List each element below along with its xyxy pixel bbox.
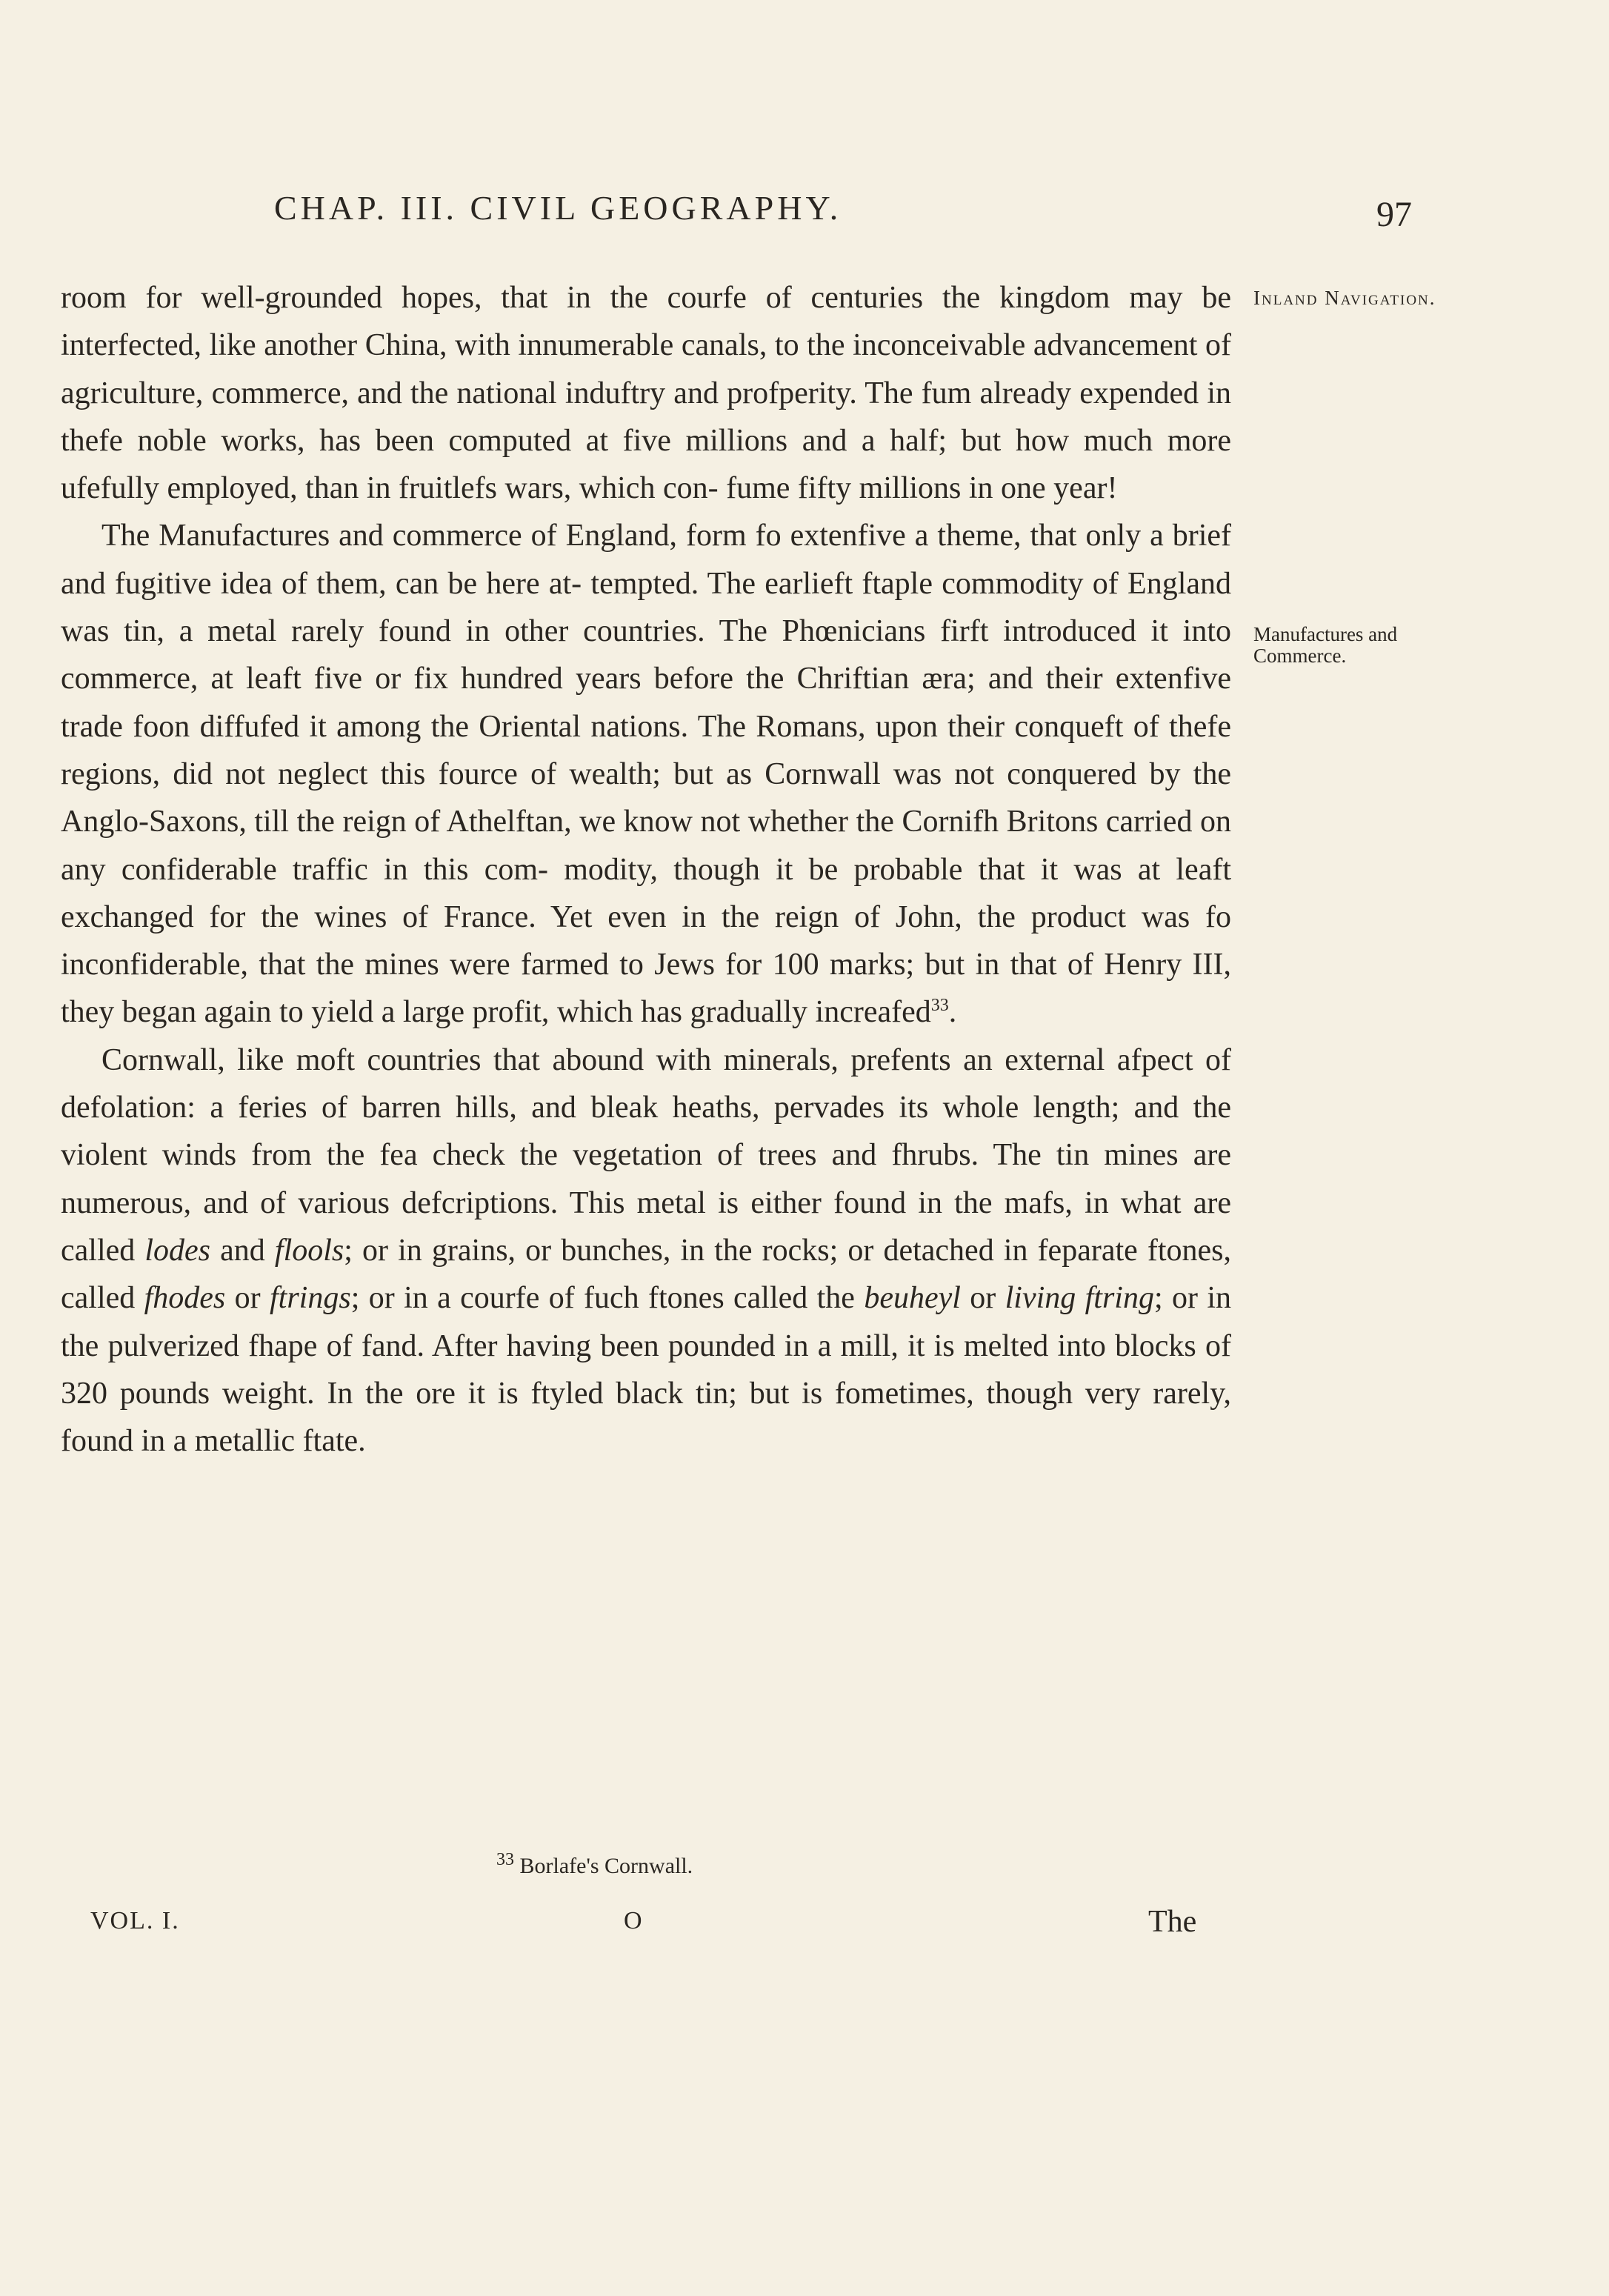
paragraph-3-text-a: Cornwall, like moft countries that abound with minerals, prefents an external afpect of defolation: a feries of barren hills, and bleak heaths, pervades its whole length; and the violent winds from the fea check the vegetation of trees and fhrubs. The tin mines are numerous, and of various defcriptions. This metal is either found in the mafs, in what are called	[61, 1042, 1231, 1268]
paragraph-2-text: The Manufactures and commerce of England, form fo extenfive a theme, that only a brief and fugitive idea of them, can be here at- tempted. The earlieft ftaple commodity of England was tin, a metal rarely found in other countries. The Phœnicians firft introduced it into commerce, at leaft five or fix hundred years before the Chriftian æra; and their extenfive trade foon diffufed it among the Oriental nations. The Romans, upon their conqueft of thefe regions, did not neglect this fource of wealth; but as Cornwall was not conquered by the Anglo-Saxons, till the reign of Athelftan, we know not whether the Cornifh Britons carried on any confiderable traffic in this com- modity, though it be probable that it was at leaft exchanged for the wines of France. Yet even in the reign of John, the product was fo inconfiderable, that the mines were farmed to Jews for 100 marks; but in that of Henry III, they began again to yield a large profit, which has gradually increafed	[61, 519, 1231, 1030]
page-number: 97	[1376, 195, 1412, 234]
body-text	[61, 274, 1231, 1465]
volume-label: VOL. I.	[90, 1907, 180, 1934]
paragraph-3-text-c: ; or in grains, or bunches, in the rocks; or detached in feparate ftones, called	[61, 1233, 1232, 1316]
paragraph-3-text-g: ; or in the pulverized fhape of fand. After having been pounded in a mill, it is melted into blocks of 320 pounds weight. In the ore it is ftyled black tin; but is fometimes, though very rarely, found in a metallic ftate.	[61, 1281, 1232, 1459]
footnote-text: Borlafe's Cornwall.	[519, 1854, 693, 1878]
signature-mark: O	[624, 1907, 642, 1934]
term-flools: flools	[274, 1233, 344, 1268]
paragraph-2	[61, 512, 1231, 1036]
catchword: The	[1148, 1905, 1197, 1939]
paragraph-1: room for well-grounded hopes, that in the courfe of centuries the kingdom may be interfected, like another China, with innumerable canals, to the inconceivable advancement of agriculture, commerce, and the national induftry and profperity. The fum already expended in thefe noble works, has been computed at five millions and a half; but how much more ufefully employed, than in fruitlefs wars, which con- fume fifty millions in one year!	[61, 281, 1231, 506]
term-beuheyl: beuheyl	[864, 1281, 961, 1316]
paragraph-3-text-f: or	[970, 1281, 996, 1316]
term-ftrings: ftrings	[270, 1281, 351, 1316]
footnote	[496, 1850, 693, 1879]
paragraph-3-text-d: or	[234, 1281, 261, 1316]
term-living-ftring: living ftring	[1005, 1281, 1154, 1316]
term-fhodes: fhodes	[144, 1281, 226, 1316]
sidenote-manufactures: Manufactures and Commerce.	[1253, 623, 1398, 667]
paragraph-3-text-b: and	[220, 1233, 265, 1268]
paragraph-2-end: .	[948, 995, 957, 1030]
footnote-marker: 33	[496, 1850, 514, 1869]
paragraph-3-text-e: ; or in a courfe of fuch ftones called the	[350, 1281, 855, 1316]
paragraph-3	[61, 1036, 1231, 1465]
term-lodes: lodes	[144, 1233, 211, 1268]
running-head: CHAP. III. CIVIL GEOGRAPHY.	[274, 189, 842, 227]
sidenote-inland-navigation: Inland Navigation.	[1253, 287, 1436, 309]
footnote-reference: 33	[930, 996, 949, 1016]
